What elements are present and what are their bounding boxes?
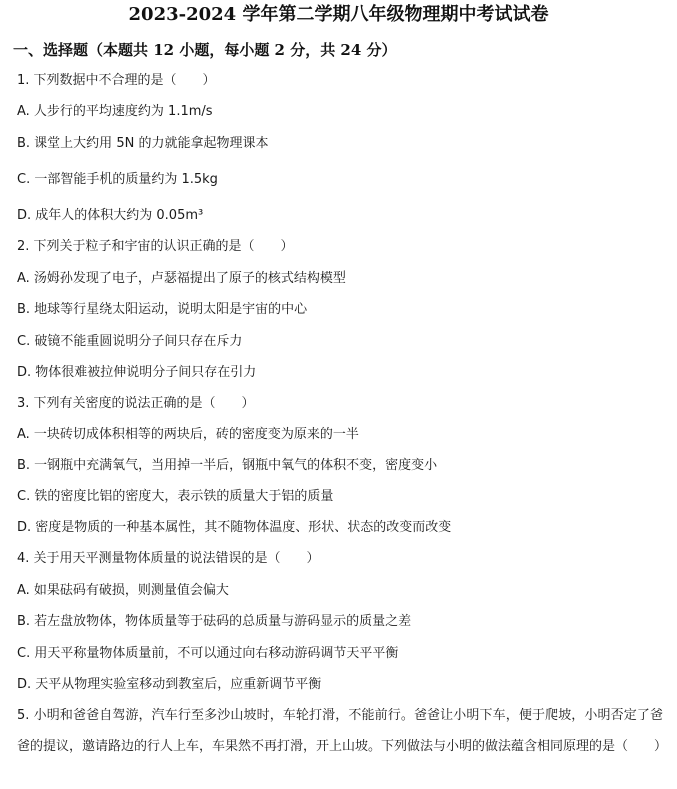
question-4-option-b: B. 若左盘放物体，物体质量等于砝码的总质量与游码显示的质量之差 [17,614,412,629]
question-3-option-a: A. 一块砖切成体积相等的两块后，砖的密度变为原来的一半 [17,427,359,442]
question-2-stem: 2. 下列关于粒子和宇宙的认识正确的是（ ） [17,239,294,254]
question-1-stem: 1. 下列数据中不合理的是（ ） [17,73,216,88]
question-1-option-c: C. 一部智能手机的质量约为 1.5kg [17,172,218,187]
question-4-option-c: C. 用天平称量物体质量前，不可以通过向右移动游码调节天平平衡 [17,646,399,661]
question-3-stem: 3. 下列有关密度的说法正确的是（ ） [17,396,255,411]
exam-title: 2023-2024 学年第二学期八年级物理期中考试试卷 [128,4,549,25]
question-3-option-b: B. 一钢瓶中充满氧气，当用掉一半后，钢瓶中氧气的体积不变，密度变小 [17,458,438,473]
question-4-stem: 4. 关于用天平测量物体质量的说法错误的是（ ） [17,551,320,566]
question-3-option-d: D. 密度是物质的一种基本属性，其不随物体温度、形状、状态的改变而改变 [17,520,452,535]
question-4-option-a: A. 如果砝码有破损，则测量值会偏大 [17,583,229,598]
question-2-option-a: A. 汤姆孙发现了电子，卢瑟福提出了原子的核式结构模型 [17,271,346,286]
question-1-option-b: B. 课堂上大约用 5N 的力就能拿起物理课本 [17,136,269,151]
question-4-option-d: D. 天平从物理实验室移动到教室后，应重新调节平衡 [17,677,322,692]
question-2-option-c: C. 破镜不能重圆说明分子间只存在斥力 [17,334,243,349]
question-1-option-a: A. 人步行的平均速度约为 1.1m/s [17,104,213,119]
question-5-stem: 5. 小明和爸爸自驾游，汽车行至多沙山坡时，车轮打滑，不能前行。爸爸让小明下车，便于爬坡，小明否定了爸爸的提议，邀请路边的行人上车，车果然不再打滑，开上山坡。下列做法与小明的做法蕴含相同原理的是（ ） [17,708,668,754]
question-3-option-c: C. 铁的密度比铝的密度大，表示铁的质量大于铝的质量 [17,489,334,504]
question-1-option-d: D. 成年人的体积大约为 0.05m³ [17,208,204,223]
section-heading: 一、选择题（本题共 12 小题，每小题 2 分，共 24 分） [13,41,397,59]
question-2-option-d: D. 物体很难被拉伸说明分子间只存在引力 [17,365,257,380]
question-2-option-b: B. 地球等行星绕太阳运动，说明太阳是宇宙的中心 [17,302,308,317]
